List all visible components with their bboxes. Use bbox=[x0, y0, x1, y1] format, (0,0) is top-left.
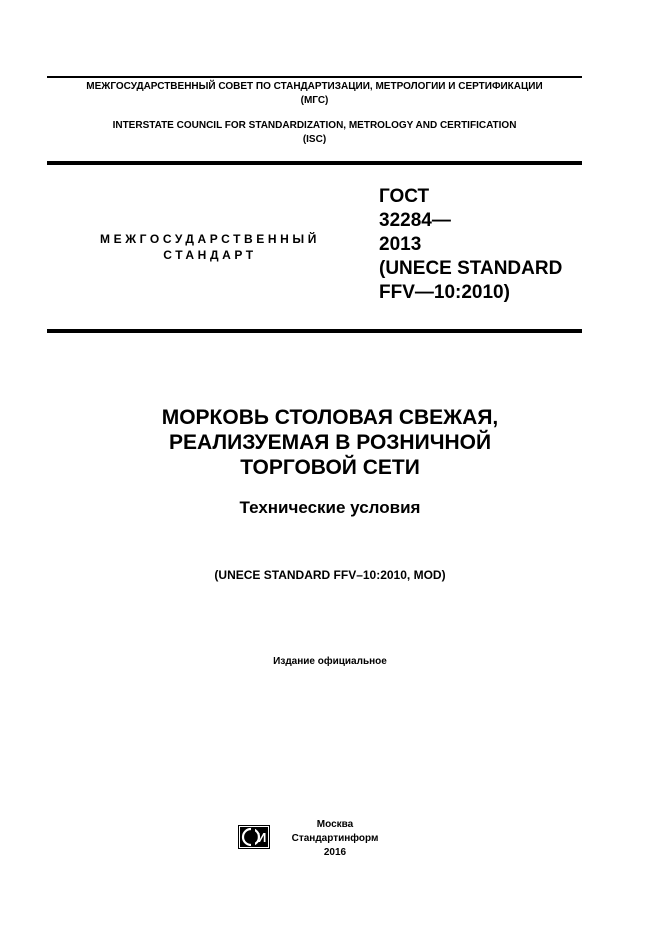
gost-line5: FFV—10:2010) bbox=[379, 282, 510, 303]
gost-line2: 32284— bbox=[379, 210, 451, 231]
harmonization-reference: (UNECE STANDARD FFV–10:2010, MOD) bbox=[214, 568, 446, 582]
publisher-city: Москва bbox=[316, 819, 354, 830]
gost-designation bbox=[379, 186, 619, 306]
publisher-block bbox=[280, 818, 390, 860]
document-title bbox=[80, 405, 580, 480]
council-en-name: INTERSTATE COUNCIL FOR STANDARDIZATION, METROLOGY AND CERTIFICATION bbox=[112, 120, 517, 131]
title-line1: МОРКОВЬ СТОЛОВАЯ СВЕЖАЯ, bbox=[161, 406, 499, 429]
document-subtitle: Технические условия bbox=[239, 498, 421, 517]
publisher-name: Стандартинформ bbox=[291, 833, 379, 844]
council-en-abbr: (ISC) bbox=[302, 134, 327, 145]
svg-text:И: И bbox=[257, 830, 267, 845]
publisher-year: 2016 bbox=[323, 847, 347, 858]
gost-line1: ГОСТ bbox=[379, 186, 430, 207]
council-ru-name: МЕЖГОСУДАРСТВЕННЫЙ СОВЕТ ПО СТАНДАРТИЗАЦИИ, МЕТРОЛОГИИ И СЕРТИФИКАЦИИ bbox=[86, 81, 543, 92]
standard-type-line1: МЕЖГОСУДАРСТВЕННЫЙ bbox=[100, 232, 320, 246]
council-ru-abbr: (МГС) bbox=[300, 95, 329, 106]
header-rule bbox=[47, 161, 582, 165]
standard-type-line2: СТАНДАРТ bbox=[163, 248, 257, 262]
edition-note: Издание официальное bbox=[273, 656, 387, 667]
standartinform-logo-icon bbox=[238, 825, 270, 849]
title-line2: РЕАЛИЗУЕМАЯ В РОЗНИЧНОЙ bbox=[168, 431, 492, 454]
title-line3: ТОРГОВОЙ СЕТИ bbox=[240, 456, 420, 479]
gost-line3: 2013 bbox=[379, 234, 422, 255]
designation-rule bbox=[47, 329, 582, 333]
gost-line4: (UNECE STANDARD bbox=[379, 258, 563, 279]
top-rule bbox=[47, 76, 582, 78]
